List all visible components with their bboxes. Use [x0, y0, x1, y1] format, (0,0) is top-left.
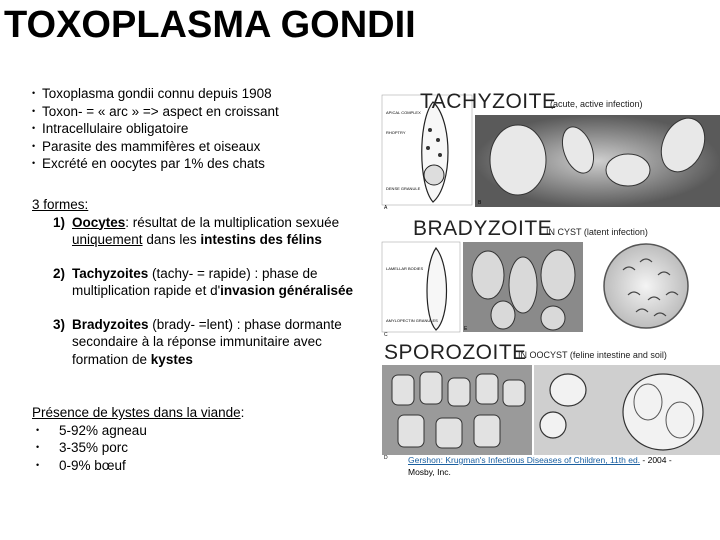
- intro-bullet-list: [32, 85, 279, 173]
- bullet-icon: •: [32, 140, 36, 151]
- figure-credit: Gershon: Krugman's Infectious Diseases of Children, 11th ed. - 2004 - Mosby, Inc.: [408, 455, 672, 477]
- forms-section: [32, 196, 357, 368]
- list-item: • 5-92% agneau: [36, 422, 147, 438]
- list-item: • 0-9% bœuf: [36, 457, 126, 473]
- sporozoite-title: SPOROZOITE: [384, 341, 527, 364]
- bullet-icon: •: [32, 105, 36, 116]
- lamellar-label: LAMELLAR BODIES: [386, 266, 424, 271]
- micrograph-figure: [378, 90, 720, 460]
- form-term: Tachyzoites: [72, 265, 149, 281]
- form-item-bradyzoites: 3) Bradyzoites (brady- =lent) : phase dormante secondaire à la réponse immunitaire avec formation de kystes: [52, 316, 342, 367]
- list-item: • Toxon- = « arc » => aspect en croissant: [32, 103, 279, 119]
- presence-section: Présence de kystes dans la viande: • 5-92% agneau • 3-35% porc • 0-9% bœuf: [32, 405, 245, 473]
- citation-link[interactable]: Gershon: Krugman's Infectious Diseases of Children, 11th ed.: [408, 455, 641, 465]
- panel-label-a: A: [384, 205, 388, 211]
- rhoptry-label: RHOPTRY: [386, 130, 406, 135]
- bullet-icon: •: [32, 123, 36, 133]
- bullet-icon: •: [36, 459, 40, 470]
- amylopectin-label: AMYLOPECTIN GRANULES: [386, 318, 438, 323]
- panel-label-d: D: [384, 455, 388, 460]
- bullet-icon: •: [36, 442, 40, 452]
- bradyzoite-subtitle: IN CYST (latent infection): [546, 227, 648, 237]
- nucleus: [424, 165, 444, 185]
- apical-complex-label: APICAL COMPLEX: [386, 110, 421, 115]
- dense-granule-label: DENSE GRANULE: [386, 186, 421, 191]
- forms-heading: 3 formes:: [32, 197, 89, 212]
- form-item-tachyzoites: 2) Tachyzoites (tachy- = rapide) : phase de multiplication rapide et d'invasion généralisée: [52, 265, 353, 298]
- list-item: • 3-35% porc: [36, 440, 129, 455]
- list-item: • Excrété en oocytes par 1% des chats: [32, 156, 265, 171]
- list-item: • Intracellulaire obligatoire: [32, 121, 189, 136]
- panel-label-b: B: [478, 200, 482, 206]
- list-item: • Parasite des mammifères et oiseaux: [32, 138, 261, 154]
- bullet-icon: •: [32, 88, 36, 98]
- list-item: • Toxoplasma gondii connu depuis 1908: [32, 86, 272, 101]
- sporozoite-subtitle: IN OOCYST (feline intestine and soil): [518, 350, 667, 360]
- panel-label-c: C: [384, 332, 388, 338]
- tachyzoite-subtitle: (acute, active infection): [550, 99, 643, 109]
- bullet-icon: •: [32, 158, 36, 168]
- page-title: TOXOPLASMA GONDII: [4, 4, 416, 46]
- micrograph-illustration: [378, 90, 720, 460]
- form-term: Oocytes: [72, 214, 126, 230]
- tachyzoite-title: TACHYZOITE: [420, 90, 557, 113]
- presence-heading: Présence de kystes dans la viande: [32, 405, 241, 420]
- form-item-oocytes: 1) Oocytes: résultat de la multiplication sexuée uniquement dans les intestins des félins: [52, 214, 340, 247]
- bullet-icon: •: [36, 424, 40, 435]
- tissue-cyst: [604, 244, 688, 328]
- panel-label-e: E: [464, 326, 468, 332]
- bradyzoite-title: BRADYZOITE: [413, 217, 553, 240]
- form-term: Bradyzoites: [72, 316, 149, 332]
